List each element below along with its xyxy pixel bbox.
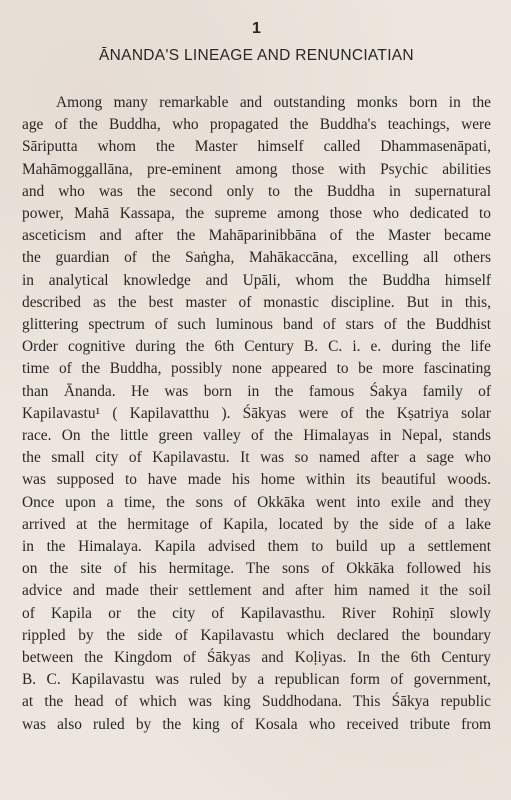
text-line: the guardian of the Saṅgha, Mahākaccāna, excelling all others <box>22 249 491 267</box>
text-line: on the site of his hermitage. The sons of Okkāka followed his <box>22 560 491 578</box>
text-line: at the head of which was king Suddhodana. This Śākya republic <box>22 693 491 711</box>
text-line: Among many remarkable and outstanding monks born in the <box>56 94 491 111</box>
text-line: power, Mahā Kassapa, the supreme among those who dedicated to <box>22 205 491 223</box>
text-line: B. C. Kapilavastu was ruled by a republican form of government, <box>22 671 491 689</box>
text-line: between the Kingdom of Śākyas and Koḷiyas. In the 6th Century <box>22 649 491 667</box>
text-line: and who was the second only to the Buddha in supernatural <box>22 182 491 200</box>
text-line: Sāriputta whom the Master himself called Dhammasenāpati, <box>22 138 491 156</box>
text-line: glittering spectrum of such luminous band of stars of the Buddhist <box>22 316 491 334</box>
text-line: Kapilavastu¹ ( Kapilavatthu ). Śākyas were of the Kṣatriya solar <box>22 404 491 422</box>
text-line: the small city of Kapilavastu. It was so named after a sage who <box>22 449 491 467</box>
text-line: asceticism and after the Mahāparinibbāna of the Master became <box>22 227 491 245</box>
body-paragraph <box>22 92 491 736</box>
text-line: age of the Buddha, who propagated the Buddha's teachings, were <box>22 116 491 134</box>
text-line: advice and made their settlement and after him named it the soil <box>22 582 491 600</box>
text-line: Order cognitive during the 6th Century B. C. i. e. during the life <box>22 338 491 356</box>
text-line: was also ruled by the king of Kosala who received tribute from <box>22 715 491 733</box>
text-line: was supposed to have made his home within its beautiful woods. <box>22 471 491 489</box>
text-line: rippled by the side of Kapilavastu which declared the boundary <box>22 626 491 644</box>
text-line: Once upon a time, the sons of Okkāka went into exile and they <box>22 493 491 511</box>
chapter-number: 1 <box>252 20 261 37</box>
text-line: arrived at the hermitage of Kapila, located by the side of a lake <box>22 515 491 533</box>
chapter-title: ĀNANDA'S LINEAGE AND RENUNCIATIAN <box>99 47 414 64</box>
text-line: of Kapila or the city of Kapilavasthu. River Rohiṇī slowly <box>22 604 491 622</box>
text-line: race. On the little green valley of the Himalayas in Nepal, stands <box>22 427 491 445</box>
text-line: than Ānanda. He was born in the famous Śakya family of <box>22 382 491 400</box>
text-line: Mahāmoggallāna, pre-eminent among those with Psychic abilities <box>22 160 491 178</box>
text-line: in the Himalaya. Kapila advised them to build up a settlement <box>22 538 491 556</box>
text-line: time of the Buddha, possibly none appeared to be more fascinating <box>22 360 491 378</box>
text-line: described as the best master of monastic discipline. But in this, <box>22 293 491 311</box>
text-line: in analytical knowledge and Upāli, whom the Buddha himself <box>22 271 491 289</box>
